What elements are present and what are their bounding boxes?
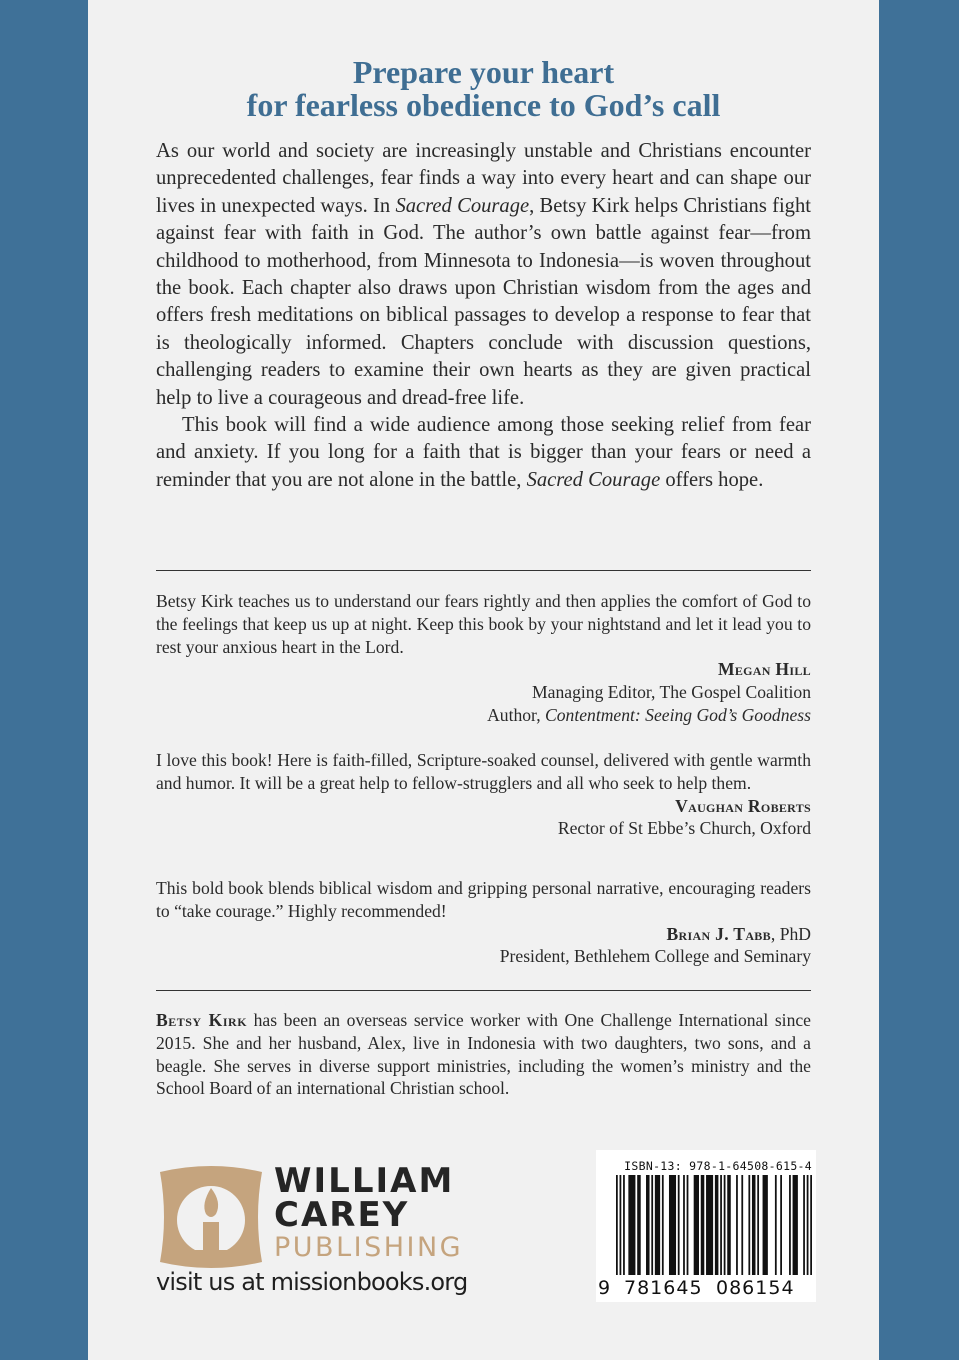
endorser-role: Author, Contentment: Seeing God’s Goodness [487,704,811,725]
barcode-bar [706,1175,713,1275]
isbn-label: ISBN-13: 978-1-64508-615-4 [624,1159,812,1173]
endorser-role: President, Bethlehem College and Seminary [499,946,811,967]
candle-flame-icon [156,1162,266,1272]
barcode-bar [810,1175,812,1275]
book-title: Sacred Courage [395,194,530,217]
barcode-bar [628,1175,635,1275]
barcode-bar [701,1175,705,1275]
barcode-bar [775,1175,777,1275]
barcode-bar [669,1175,676,1275]
barcode-bar [655,1175,660,1275]
endorser-name: Megan Hill [717,659,811,680]
endorsement-quote: Betsy Kirk teaches us to understand our fears rightly and then applies the comfort of God to the feelings that keep us up at night. Keep this book by your nightstand and let it lead you to rest your anxious heart in the Lord. [156,591,811,657]
publisher-wordmark [274,1161,494,1264]
endorsement-1 [156,590,811,727]
barcode-bar [694,1175,699,1275]
barcode-bar [720,1175,722,1275]
author-name: Betsy Kirk [156,1010,248,1030]
barcode-bar [683,1175,685,1275]
endorser-name: Vaughan Roberts [675,795,811,816]
barcode-bar [651,1175,653,1275]
publisher-url: visit us at missionbooks.org [156,1268,468,1296]
back-cover [88,0,879,1360]
headline-line-2: for fearless obedience to God’s call [246,87,721,123]
barcode-bar [748,1175,750,1275]
barcode-bar [678,1175,680,1275]
endorsement-quote: This bold book blends biblical wisdom and gripping personal narrative, encouraging readers to “take courage.” Highly recommended! [156,878,811,921]
barcode-bar [715,1175,719,1275]
barcode-bar [803,1175,805,1275]
barcode-bar [623,1175,625,1275]
barcode-bar [763,1175,768,1275]
barcode-digits-right: 086154 [716,1277,795,1299]
endorsement-3 [156,877,811,968]
publisher-line-2: CAREY [274,1195,410,1235]
divider-bottom [156,990,811,991]
barcode-bar [807,1175,809,1275]
barcode-bar [741,1175,743,1275]
barcode-bar [616,1175,618,1275]
barcode-bar [789,1175,791,1275]
divider-top [156,570,811,571]
barcode-bar [780,1175,782,1275]
description-paragraph-2: This book will find a wide audience among those seeking relief from fear and anxiety. If you long for a faith that is bigger than your fears or need a reminder that you are not alone in the battle, Sacred Courage offers hope. [156,414,811,491]
description-paragraph-1: As our world and society are increasingly unstable and Christians encounter unprecedented challenges, fear finds a way into every heart and can shape our lives in unexpected ways. In Sacred Courage, Betsy Kirk helps Christians fight against fear with faith in God. The author’s own battle against fear—from childhood to motherhood, from Minnesota to Indonesia—is woven throughout the book. Each chapter also draws upon Christian wisdom from the ages and offers fresh meditations on biblical passages to develop a response to fear that is theologically informed. Chapters conclude with discussion questions, challenging readers to examine their own hearts as they are given practical help to live a courageous and dread-free life. [156,140,811,409]
barcode-bar [757,1175,759,1275]
author-bio: Betsy Kirk has been an overseas service worker with One Challenge International since 2015. She and her husband, Alex, live in Indonesia with two daughters, two sons, and a beagle. She serves in diverse support ministries, including the women’s ministry and the School Board of an international Christian school. [156,1010,811,1099]
barcode-bar [724,1175,726,1275]
publisher-line-1: WILLIAM [274,1161,455,1201]
barcode-digit-first: 9 [598,1277,612,1299]
book-description [156,138,811,494]
publisher-line-3: PUBLISHING [274,1232,464,1263]
headline-line-1: Prepare your heart [352,54,615,90]
book-title: Sacred Courage [526,468,661,491]
barcode-bars [616,1175,812,1275]
endorsement-2 [156,749,811,840]
barcode-bar [727,1175,731,1275]
barcode-bar [662,1175,664,1275]
barcode-bar [646,1175,650,1275]
endorser-role: Rector of St Ebbe’s Church, Oxford [557,818,811,839]
endorser-name: Brian J. Tabb, PhD [666,923,811,944]
barcode-bar [620,1175,622,1275]
barcode-bar [793,1175,798,1275]
barcode-bar [687,1175,689,1275]
barcode-bar [752,1175,756,1275]
barcode-bar [637,1175,641,1275]
endorsement-quote: I love this book! Here is faith-filled, Scripture-soaked counsel, delivered with gentle warmth and humor. It will be a great help to fellow-strugglers and all who seek to help them. [156,750,811,793]
headline [88,56,879,122]
barcode-bar [736,1175,738,1275]
barcode-digits-left: 781645 [624,1277,703,1299]
endorser-role: Managing Editor, The Gospel Coalition [532,682,811,703]
